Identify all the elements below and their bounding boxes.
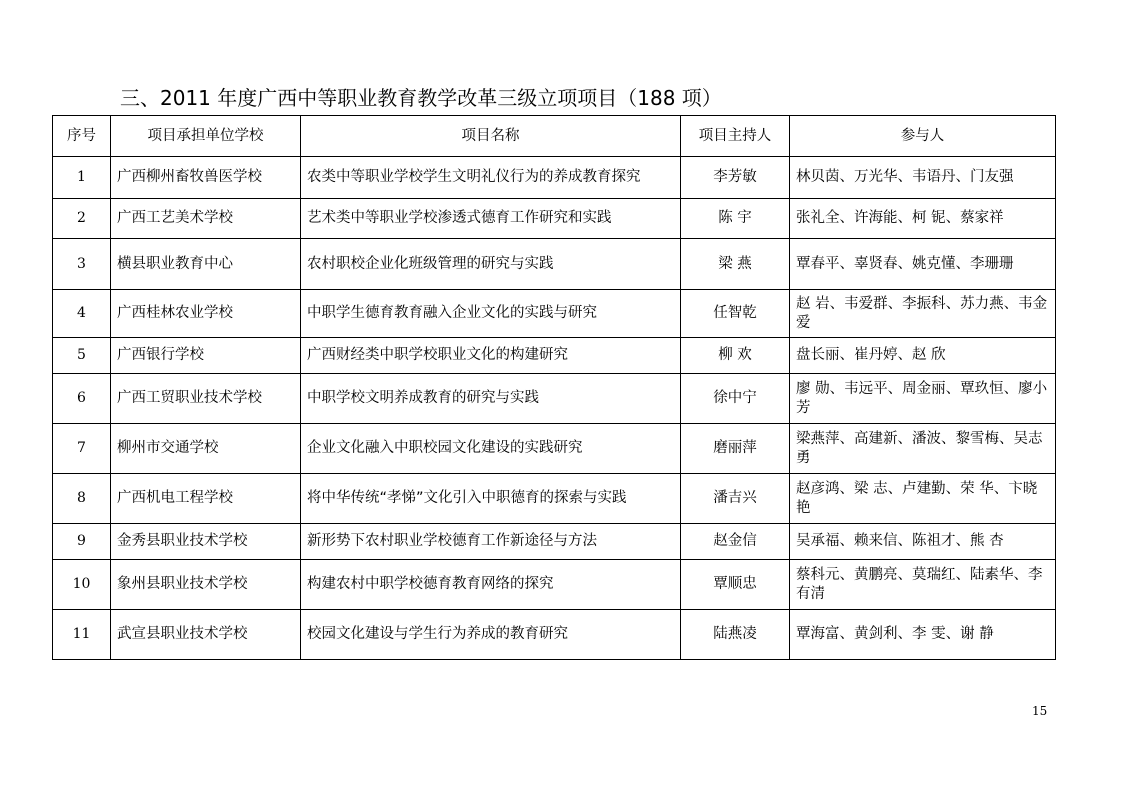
cell-unit: 横县职业教育中心	[111, 239, 301, 290]
cell-name: 农村职校企业化班级管理的研究与实践	[301, 239, 681, 290]
cell-participants: 吴承福、赖来信、陈祖才、熊 杏	[790, 524, 1056, 560]
cell-name: 构建农村中职学校德育教育网络的探究	[301, 560, 681, 610]
cell-no: 5	[53, 338, 111, 374]
cell-no: 6	[53, 374, 111, 424]
cell-no: 7	[53, 424, 111, 474]
cell-name: 广西财经类中职学校职业文化的构建研究	[301, 338, 681, 374]
cell-participants: 盘长丽、崔丹婷、赵 欣	[790, 338, 1056, 374]
cell-participants: 覃春平、辜贤春、姚克懂、李珊珊	[790, 239, 1056, 290]
table-row	[53, 524, 1056, 560]
header-name: 项目名称	[301, 116, 681, 157]
table-row	[53, 560, 1056, 610]
table-row	[53, 610, 1056, 660]
header-unit: 项目承担单位学校	[111, 116, 301, 157]
project-table	[52, 115, 1056, 660]
cell-name: 企业文化融入中职校园文化建设的实践研究	[301, 424, 681, 474]
cell-no: 11	[53, 610, 111, 660]
cell-name: 中职学生德育教育融入企业文化的实践与研究	[301, 290, 681, 338]
cell-participants: 张礼全、许海能、柯 铌、蔡家祥	[790, 199, 1056, 239]
cell-name: 校园文化建设与学生行为养成的教育研究	[301, 610, 681, 660]
cell-unit: 广西工艺美术学校	[111, 199, 301, 239]
cell-name: 新形势下农村职业学校德育工作新途径与方法	[301, 524, 681, 560]
table-row	[53, 374, 1056, 424]
cell-no: 4	[53, 290, 111, 338]
cell-unit: 象州县职业技术学校	[111, 560, 301, 610]
cell-unit: 广西工贸职业技术学校	[111, 374, 301, 424]
cell-host: 赵金信	[681, 524, 790, 560]
cell-no: 2	[53, 199, 111, 239]
table-row	[53, 199, 1056, 239]
cell-participants: 赵彦鸿、梁 志、卢建勤、荣 华、卞晓艳	[790, 474, 1056, 524]
cell-no: 9	[53, 524, 111, 560]
header-host: 项目主持人	[681, 116, 790, 157]
cell-no: 1	[53, 157, 111, 199]
table-row	[53, 338, 1056, 374]
cell-participants: 林贝茵、万光华、韦语丹、门友强	[790, 157, 1056, 199]
cell-unit: 广西机电工程学校	[111, 474, 301, 524]
cell-host: 覃顺忠	[681, 560, 790, 610]
cell-unit: 广西柳州畜牧兽医学校	[111, 157, 301, 199]
header-no: 序号	[53, 116, 111, 157]
cell-name: 将中华传统“孝悌”文化引入中职德育的探索与实践	[301, 474, 681, 524]
cell-no: 8	[53, 474, 111, 524]
cell-host: 陈 宇	[681, 199, 790, 239]
cell-participants: 廖 勋、韦远平、周金丽、覃玖恒、廖小芳	[790, 374, 1056, 424]
cell-host: 陆燕凌	[681, 610, 790, 660]
cell-host: 潘吉兴	[681, 474, 790, 524]
cell-unit: 广西银行学校	[111, 338, 301, 374]
cell-unit: 柳州市交通学校	[111, 424, 301, 474]
cell-host: 任智乾	[681, 290, 790, 338]
cell-unit: 武宣县职业技术学校	[111, 610, 301, 660]
cell-name: 艺术类中等职业学校渗透式德育工作研究和实践	[301, 199, 681, 239]
table-row	[53, 474, 1056, 524]
cell-name: 农类中等职业学校学生文明礼仪行为的养成教育探究	[301, 157, 681, 199]
header-participants: 参与人	[790, 116, 1056, 157]
table-row	[53, 157, 1056, 199]
cell-no: 3	[53, 239, 111, 290]
table-header-row	[53, 116, 1056, 157]
cell-participants: 蔡科元、黄鹏亮、莫瑞红、陆素华、李有清	[790, 560, 1056, 610]
table-row	[53, 290, 1056, 338]
cell-participants: 梁燕萍、高建新、潘波、黎雪梅、吴志勇	[790, 424, 1056, 474]
cell-host: 徐中宁	[681, 374, 790, 424]
cell-unit: 金秀县职业技术学校	[111, 524, 301, 560]
table-row	[53, 424, 1056, 474]
cell-host: 柳 欢	[681, 338, 790, 374]
table-row	[53, 239, 1056, 290]
cell-unit: 广西桂林农业学校	[111, 290, 301, 338]
cell-participants: 赵 岩、韦爱群、李振科、苏力燕、韦金爱	[790, 290, 1056, 338]
cell-no: 10	[53, 560, 111, 610]
cell-host: 梁 燕	[681, 239, 790, 290]
page-title: 三、2011 年度广西中等职业教育教学改革三级立项项目（188 项）	[120, 86, 722, 110]
cell-name: 中职学校文明养成教育的研究与实践	[301, 374, 681, 424]
cell-participants: 覃海富、黄剑利、李 雯、谢 静	[790, 610, 1056, 660]
page-number: 15	[1032, 704, 1048, 718]
cell-host: 李芳敏	[681, 157, 790, 199]
cell-host: 磨丽萍	[681, 424, 790, 474]
